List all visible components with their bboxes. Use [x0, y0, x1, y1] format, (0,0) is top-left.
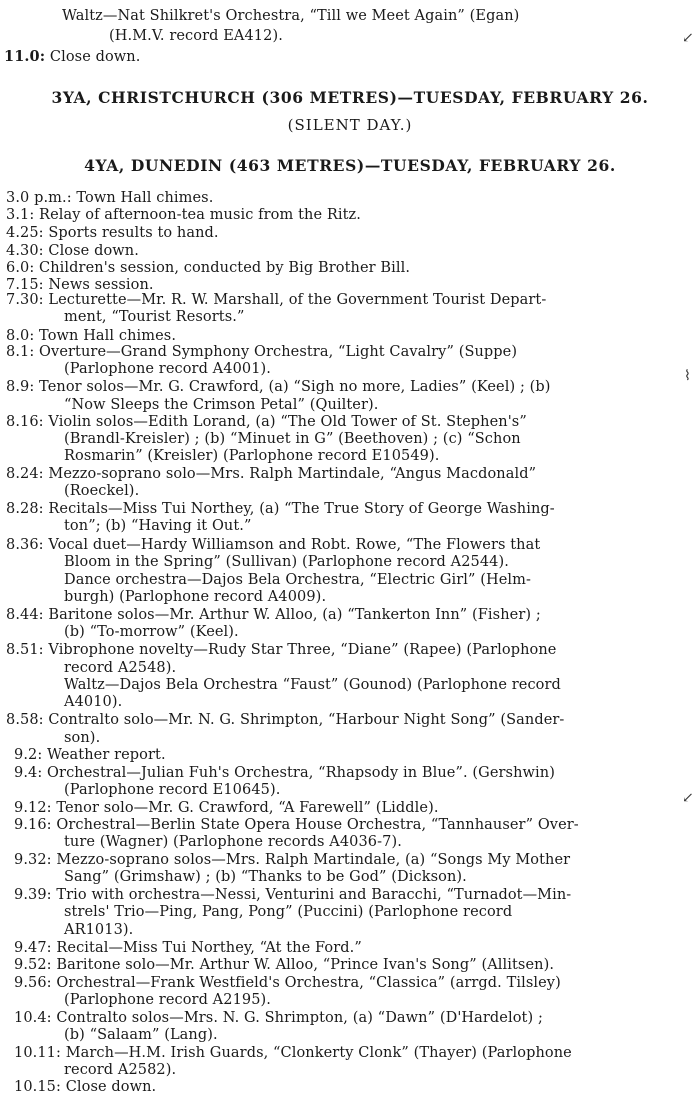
program-line: record A2582).: [64, 1062, 177, 1078]
program-line: “Now Sleeps the Crimson Petal” (Quilter).: [64, 397, 379, 413]
program-line: 9.12: Tenor solo—Mr. G. Crawford, “A Farewell” (Liddle).: [14, 800, 439, 816]
program-line: 9.56: Orchestral—Frank Westfield's Orchestra, “Classica” (arrgd. Tilsley): [14, 975, 561, 991]
christchurch-heading: 3YA, CHRISTCHURCH (306 METRES)—TUESDAY, FEBRUARY 26.: [51, 88, 649, 107]
program-line: (Parlophone record E10645).: [64, 782, 281, 798]
program-line: 7.15: News session.: [6, 277, 154, 293]
margin-mark-icon: ↙: [682, 790, 694, 806]
close-text: Close down.: [49, 49, 141, 65]
program-line: (Parlophone record A2195).: [64, 992, 272, 1008]
margin-mark-icon: ↙: [682, 30, 694, 46]
program-line: 3.1: Relay of afternoon-tea music from the Ritz.: [6, 207, 361, 223]
program-line: 6.0: Children's session, conducted by Big Brother Bill.: [6, 260, 411, 276]
program-line: 10.4: Contralto solos—Mrs. N. G. Shrimpton, (a) “Dawn” (D'Hardelot) ;: [14, 1010, 543, 1026]
program-line: (Parlophone record A4001).: [64, 361, 272, 377]
program-line: 3.0 p.m.: Town Hall chimes.: [6, 190, 214, 206]
program-line: 8.36: Vocal duet—Hardy Williamson and Robt. Rowe, “The Flowers that: [6, 537, 541, 553]
program-line: 8.9: Tenor solos—Mr. G. Crawford, (a) “Sigh no more, Ladies” (Keel) ; (b): [6, 379, 551, 395]
program-line: 9.52: Baritone solo—Mr. Arthur W. Alloo, “Prince Ivan's Song” (Allitsen).: [14, 957, 555, 973]
program-line: (b) “Salaam” (Lang).: [64, 1027, 218, 1043]
program-line: A4010).: [64, 694, 123, 710]
program-line: 8.58: Contralto solo—Mr. N. G. Shrimpton, “Harbour Night Song” (Sander-: [6, 712, 565, 728]
program-line: burgh) (Parlophone record A4009).: [64, 589, 327, 605]
program-line: 10.15: Close down.: [14, 1079, 157, 1095]
program-line: 9.39: Trio with orchestra—Nessi, Venturini and Baracchi, “Turnadot—Min-: [14, 887, 572, 903]
program-line: 9.4: Orchestral—Julian Fuh's Orchestra, “Rhapsody in Blue”. (Gershwin): [14, 765, 555, 781]
program-line: 10.11: March—H.M. Irish Guards, “Clonkerty Clonk” (Thayer) (Parlophone: [14, 1045, 572, 1061]
program-line: (b) “To-morrow” (Keel).: [64, 624, 239, 640]
program-line: Rosmarin” (Kreisler) (Parlophone record E10549).: [64, 448, 440, 464]
program-line: Dance orchestra—Dajos Bela Orchestra, “Electric Girl” (Helm-: [64, 572, 532, 588]
program-line: Sang” (Grimshaw) ; (b) “Thanks to be God” (Dickson).: [64, 869, 467, 885]
program-line: 8.28: Recitals—Miss Tui Northey, (a) “The True Story of George Washing-: [6, 501, 555, 517]
top-waltz-line-1: Waltz—Nat Shilkret's Orchestra, “Till we Meet Again” (Egan): [62, 8, 520, 24]
program-line: 8.51: Vibrophone novelty—Rudy Star Three, “Diane” (Rapee) (Parlophone: [6, 642, 557, 658]
program-line: strels' Trio—Ping, Pang, Pong” (Puccini) (Parlophone record: [64, 904, 513, 920]
margin-mark-icon: ⌇: [684, 368, 691, 384]
close-time: 11.0:: [4, 48, 46, 65]
program-line: son).: [64, 730, 101, 746]
program-line: Bloom in the Spring” (Sullivan) (Parlophone record A2544).: [64, 554, 509, 570]
dunedin-heading: 4YA, DUNEDIN (463 METRES)—TUESDAY, FEBRUARY 26.: [84, 156, 616, 175]
program-line: 8.16: Violin solos—Edith Lorand, (a) “The Old Tower of St. Stephen's”: [6, 414, 527, 430]
program-line: (Brandl-Kreisler) ; (b) “Minuet in G” (Beethoven) ; (c) “Schon: [64, 431, 521, 447]
program-line: 8.44: Baritone solos—Mr. Arthur W. Alloo, (a) “Tankerton Inn” (Fisher) ;: [6, 607, 541, 623]
program-line: record A2548).: [64, 660, 177, 676]
program-line: 8.0: Town Hall chimes.: [6, 328, 177, 344]
program-line: 9.47: Recital—Miss Tui Northey, “At the Ford.”: [14, 940, 362, 956]
program-line: 8.24: Mezzo-soprano solo—Mrs. Ralph Martindale, “Angus Macdonald”: [6, 466, 537, 482]
program-line: Waltz—Dajos Bela Orchestra “Faust” (Gounod) (Parlophone record: [64, 677, 561, 693]
program-line: 7.30: Lecturette—Mr. R. W. Marshall, of the Government Tourist Depart-: [6, 292, 547, 308]
top-close-down: [4, 48, 140, 66]
program-line: AR1013).: [64, 922, 134, 938]
program-line: 9.32: Mezzo-soprano solos—Mrs. Ralph Martindale, (a) “Songs My Mother: [14, 852, 571, 868]
top-waltz-line-2: (H.M.V. record EA412).: [109, 28, 283, 44]
program-line: (Roeckel).: [64, 483, 140, 499]
program-line: ture (Wagner) (Parlophone records A4036-7).: [64, 834, 402, 850]
program-line: 4.25: Sports results to hand.: [6, 225, 219, 241]
silent-day-note: (SILENT DAY.): [287, 116, 413, 134]
program-line: ton”; (b) “Having it Out.”: [64, 518, 252, 534]
program-line: 8.1: Overture—Grand Symphony Orchestra, “Light Cavalry” (Suppe): [6, 344, 518, 360]
program-line: 4.30: Close down.: [6, 243, 139, 259]
program-line: 9.16: Orchestral—Berlin State Opera House Orchestra, “Tannhauser” Over-: [14, 817, 579, 833]
program-line: ment, “Tourist Resorts.”: [64, 309, 245, 325]
program-line: 9.2: Weather report.: [14, 747, 166, 763]
